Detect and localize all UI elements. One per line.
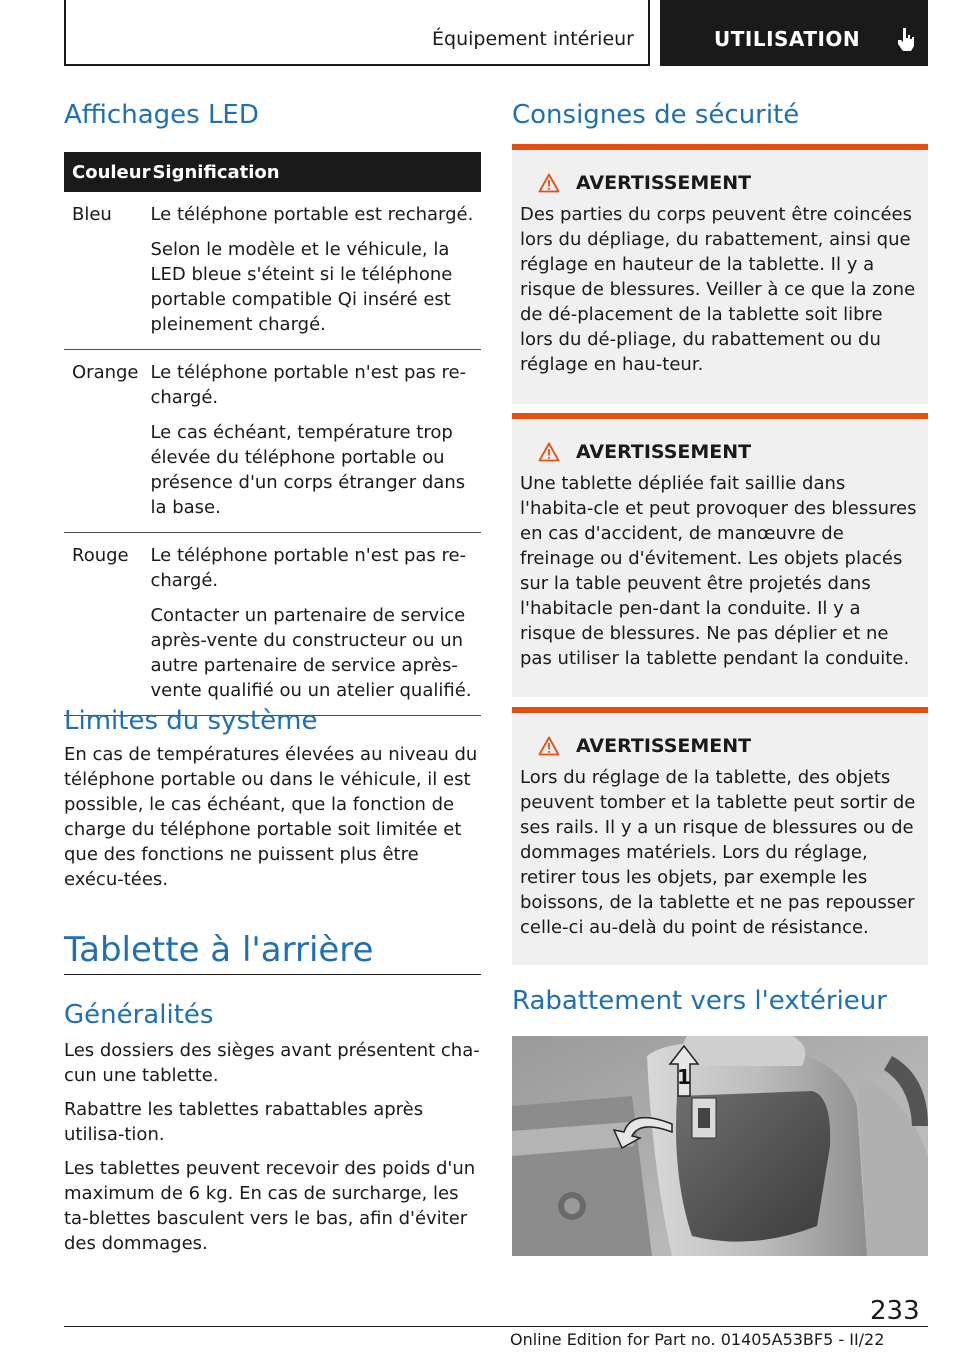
warning-box: [512, 413, 928, 697]
led-meaning-cell: [150, 192, 481, 350]
folding-section-title: Rabattement vers l'extérieur: [512, 986, 887, 1016]
led-meaning-line: Le cas échéant, température trop élevée du téléphone portable ou présence d'un corps étranger dans la base.: [150, 422, 466, 518]
led-meaning-cell: [150, 350, 481, 533]
title-divider: [64, 974, 481, 975]
warning-triangle-icon: [538, 173, 560, 193]
led-meaning-line: Contacter un partenaire de service après-vente du constructeur ou un autre partenaire de service après-vente qualifié ou un atelier qualifié.: [150, 605, 472, 701]
hand-pointer-icon: [894, 26, 918, 52]
limits-text: En cas de températures élevées au niveau du téléphone portable ou dans le véhicule, il est possible, le cas échéant, que la fonction de charge du téléphone portable soit limitée et que des fonctions ne puissent plus être exécu‐tées.: [64, 744, 478, 890]
header-section-box: [64, 0, 650, 66]
led-color-cell: Bleu: [64, 192, 150, 350]
led-col-meaning-header: Signification: [150, 152, 481, 192]
warning-text: Lors du réglage de la tablette, des objets peuvent tomber et la tablette peut sortir de ses rails. Il y a un risque de blessures ou de dommages matériels. Lors du réglage, retirer tous les objets, par exemple les boissons, de la tablette et ne pas repousser celle-ci au-delà du point de résistance.: [520, 767, 916, 938]
led-col-color-header: Couleur: [64, 152, 150, 192]
table-row: [64, 533, 481, 716]
warning-triangle-icon: [538, 736, 560, 756]
led-meaning-line: Selon le modèle et le véhicule, la LED bleue s'éteint si le téléphone portable compatible Qi inséré est pleinement chargé.: [150, 239, 453, 335]
tablette-chapter-title: Tablette à l'arrière: [64, 930, 374, 970]
warning-label: AVERTISSEMENT: [576, 172, 752, 194]
warning-label: AVERTISSEMENT: [576, 735, 752, 757]
header-section-title: Équipement intérieur: [432, 28, 634, 50]
warning-triangle-icon: [538, 442, 560, 462]
seat-tray-illustration: [512, 1036, 928, 1256]
led-color-cell: Rouge: [64, 533, 150, 716]
led-color-cell: Orange: [64, 350, 150, 533]
general-section-title: Généralités: [64, 1000, 214, 1030]
led-meaning-cell: [150, 533, 481, 716]
warning-box: [512, 707, 928, 965]
table-row: [64, 192, 481, 350]
warning-text: Des parties du corps peuvent être coincées lors du dépliage, du rabattement, ainsi que réglage en hauteur de la tablette. Il y a risque de blessures. Veiller à ce que la zone de dé‐placement de la tablette soit libre lors du dé‐pliage, du rabattement ou du réglage en hau‐teur.: [520, 204, 916, 375]
header-chapter-box: [660, 0, 928, 66]
footer-edition: Online Edition for Part no. 01405A53BF5 - II/22: [510, 1330, 885, 1349]
limits-section-title: Limites du système: [64, 706, 318, 736]
general-paragraph: Rabattre les tablettes rabattables après utilisa‐tion.: [64, 1099, 424, 1145]
general-paragraph: Les dossiers des sièges avant présentent cha‐cun une tablette.: [64, 1040, 480, 1086]
callout-number: 1: [677, 1065, 691, 1089]
warning-box: [512, 144, 928, 404]
general-text-block: [64, 1038, 481, 1265]
led-meaning-line: Le téléphone portable n'est pas re‐chargé.: [150, 545, 467, 591]
warning-label: AVERTISSEMENT: [576, 441, 752, 463]
footer-divider: [64, 1326, 928, 1327]
table-row: [64, 350, 481, 533]
header-chapter-title: UTILISATION: [714, 27, 861, 51]
warning-text: Une tablette dépliée fait saillie dans l'habita‐cle et peut provoquer des blessures en cas d'accident, de manœuvre de freinage ou d'évitement. Les objets placés sur la table peuvent être projetés dans l'habitacle pen‐dant la conduite. Il y a risque de blessures. Ne pas déplier et ne pas utiliser la tablette pendant la conduite.: [520, 473, 917, 669]
led-meaning-line: Le téléphone portable est rechargé.: [150, 204, 474, 225]
led-meaning-line: Le téléphone portable n'est pas re‐chargé.: [150, 362, 467, 408]
page-number: 233: [870, 1296, 920, 1326]
led-section-title: Affichages LED: [64, 100, 259, 130]
led-table: [64, 152, 481, 716]
general-paragraph: Les tablettes peuvent recevoir des poids d'un maximum de 6 kg. En cas de surcharge, les ta‐blettes basculent vers le bas, afin d'éviter des dommages.: [64, 1158, 476, 1254]
safety-section-title: Consignes de sécurité: [512, 100, 800, 130]
